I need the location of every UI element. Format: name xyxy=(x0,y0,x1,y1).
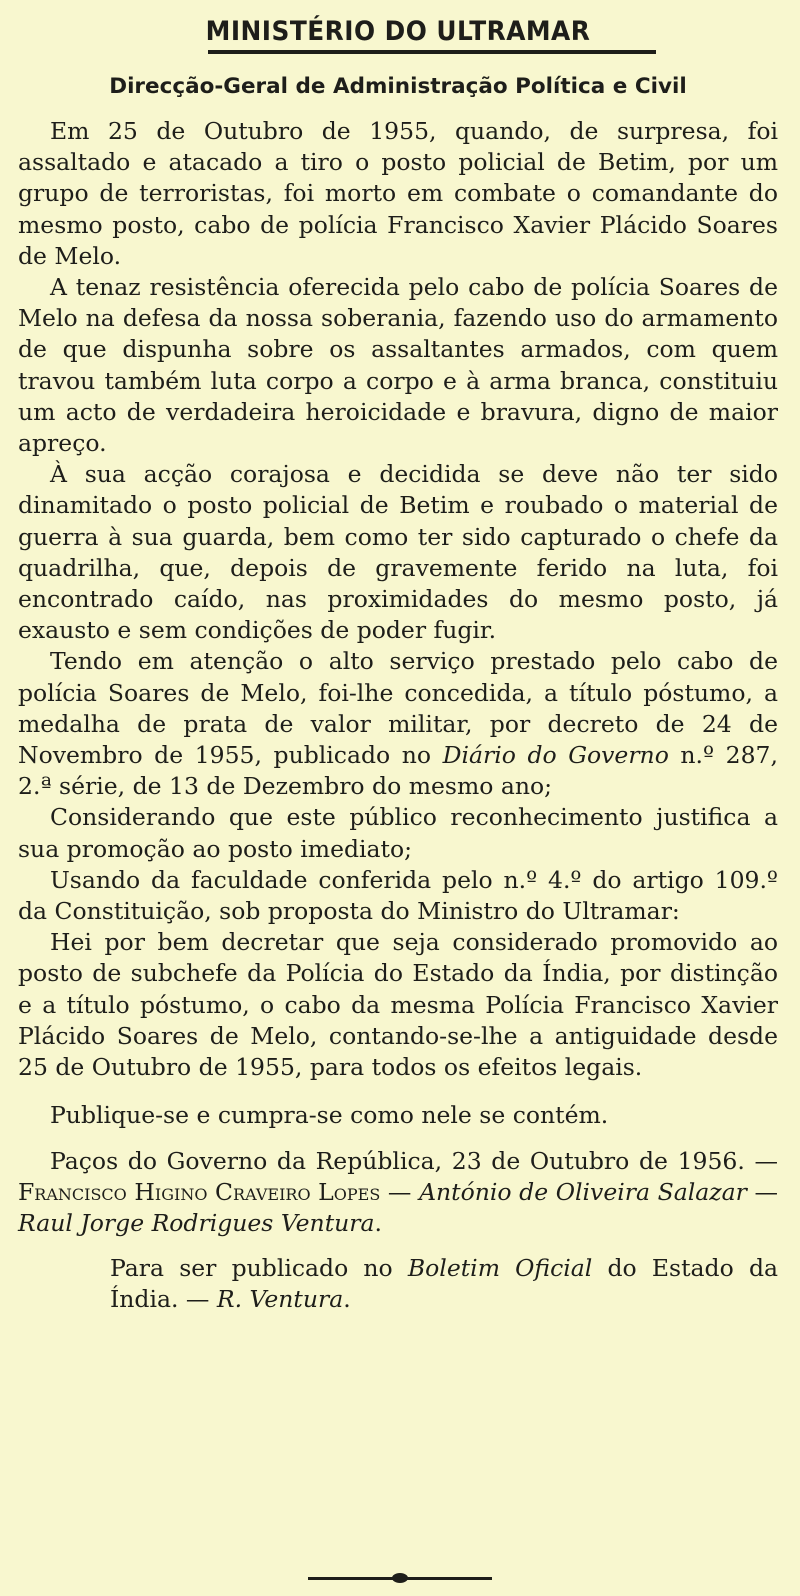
signature-separator-1: — xyxy=(380,1177,420,1206)
signature-minister-1: António de Oliveira Salazar xyxy=(419,1177,747,1206)
signature-end: . xyxy=(374,1208,383,1237)
signature-minister-2: Raul Jorge Rodrigues Ventura xyxy=(18,1208,375,1237)
end-ornament-rule xyxy=(308,1577,492,1580)
paragraph-decree: Hei por bem decretar que seja considerado promovido ao posto de subchefe da Polícia do Estado da Índia, por distinção e a título póstumo, o cabo da mesma Polícia Francisco Xavier Plácido Soares de Melo, contando-se-lhe a antiguidade desde 25 de Outubro de 1955, para todos os efeitos legais. xyxy=(18,928,778,1082)
paragraph-medal xyxy=(18,646,778,802)
medal-text-start: Tendo em atenção o alto serviço prestado pelo cabo de polícia Soares de Melo, foi-lhe concedida, a título póstumo, a medalha de prata de valor militar, por decreto de 24 de Novembro de 1955, publicado no xyxy=(18,647,778,770)
decree-body xyxy=(18,116,778,1316)
paragraph-resistance: A tenaz resistência oferecida pelo cabo de polícia Soares de Melo na defesa da nossa soberania, fazendo uso do armamento de que dispunha sobre os assaltantes armados, com quem travou também luta corpo a corpo e à arma branca, constituiu um acto de verdadeira heroicidade e bravura, digno de maior apreço. xyxy=(18,273,778,458)
signature-president: Francisco Higino Craveiro Lopes xyxy=(18,1177,381,1206)
paragraph-action: À sua acção corajosa e decidida se deve não ter sido dinamitado o posto policial de Betim e roubado o material de guerra à sua guarda, bem como ter sido capturado o chefe da quadrilha, que, depois de gravemente ferido na luta, foi encontrado caído, nas proximidades do mesmo posto, já exausto e sem condições de poder fugir. xyxy=(18,460,778,645)
directorate-heading: Direcção-Geral de Administração Política e Civil xyxy=(109,74,687,99)
signature-block xyxy=(18,1146,778,1240)
publication-note xyxy=(110,1253,778,1315)
medal-text-end: n.º 287, 2.ª série, de 13 de Dezembro do mesmo ano; xyxy=(18,741,778,801)
place-date: Paços do Governo da República, 23 de Outubro de 1956. — xyxy=(50,1146,778,1175)
publish-text-end: do Estado da Índia. — xyxy=(110,1254,778,1314)
paragraph-considering: Considerando que este público reconhecimento justifica a sua promoção ao posto imediato; xyxy=(18,803,778,863)
gazette-name: Diário do Governo xyxy=(442,741,669,770)
paragraph-authority: Usando da faculdade conferida pelo n.º 4.º do artigo 109.º da Constituição, sob proposta do Ministro do Ultramar: xyxy=(18,865,778,926)
title-underline xyxy=(208,50,656,54)
bulletin-name: Boletim Oficial xyxy=(407,1254,593,1283)
paragraph-event: Em 25 de Outubro de 1955, quando, de surpresa, foi assaltado e atacado a tiro o posto policial de Betim, por um grupo de terroristas, foi morto em combate o comandante do mesmo posto, cabo de polícia Francisco Xavier Plácido Soares de Melo. xyxy=(18,117,778,270)
ministry-title: MINISTÉRIO DO ULTRAMAR xyxy=(205,16,591,47)
publish-initials: R. Ventura xyxy=(216,1285,344,1314)
closing-formula: Publique-se e cumpra-se como nele se contém. xyxy=(50,1101,609,1130)
publish-text-start: Para ser publicado no xyxy=(110,1254,408,1283)
publish-end: . xyxy=(343,1285,351,1314)
signature-separator-2: — xyxy=(746,1177,778,1206)
